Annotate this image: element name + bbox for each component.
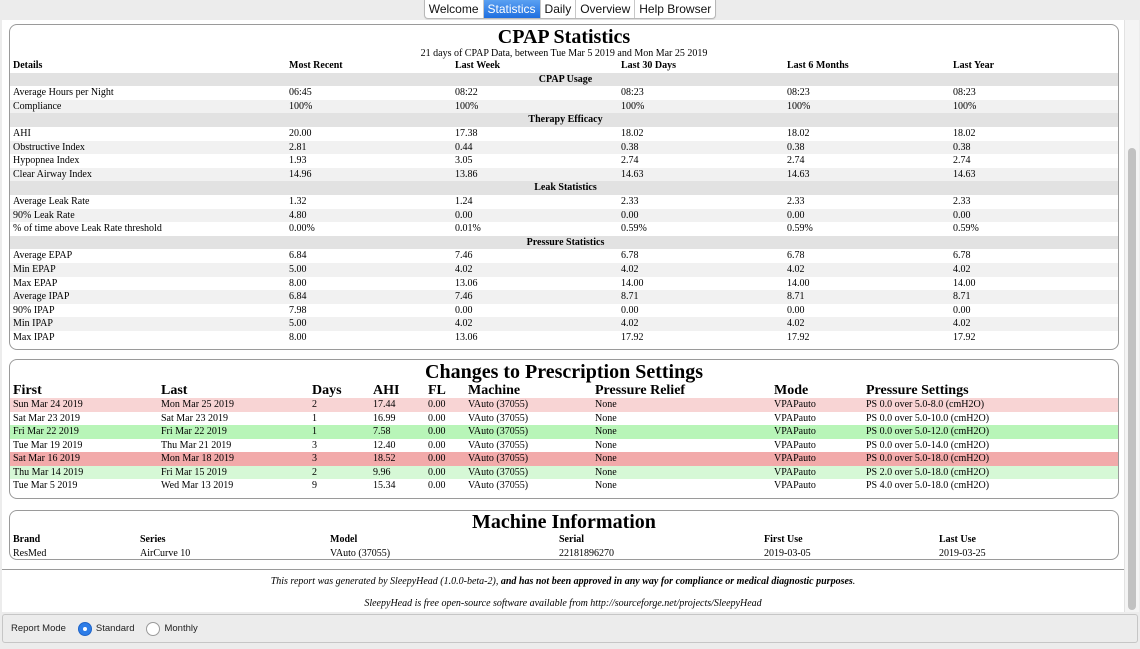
column-header: Days [312,383,342,398]
prescription-cell: 1 [312,412,317,424]
prescription-cell: Tue Mar 5 2019 [13,480,78,491]
prescription-cell: None [595,412,617,424]
column-header: Brand [13,534,41,545]
metric-value: 06:45 [289,87,312,99]
prescription-cell: Sat Mar 16 2019 [10,452,158,466]
tab-welcome[interactable]: Welcome [425,0,484,18]
metric-value: 8.71 [784,290,950,304]
brand-value: ResMed [13,548,47,559]
metric-value: 4.02 [618,263,784,277]
report-software-note: SleepyHead is free open-source software available from http://sourceforge.net/projects/SleepyHead [364,598,762,609]
column-header: Last 30 Days [621,60,677,71]
metric-value: 2.33 [787,195,805,207]
metric-value: 2.74 [787,155,805,167]
table-row [10,249,1118,263]
prescription-cell: Thu Mar 14 2019 [10,466,158,480]
metric-value: 6.78 [953,250,971,262]
metric-value: 8.00 [289,331,307,343]
table-row [10,222,1118,236]
prescription-cell: None [592,425,771,439]
prescription-cell: Fri Mar 22 2019 [10,425,158,439]
metric-value: 08:22 [455,87,478,99]
prescription-cell: 3 [312,439,317,451]
metric-value: 0.59% [621,223,647,235]
prescription-cell: 0.00 [428,439,446,451]
column-header: Last Year [953,60,995,71]
metric-value: 13.06 [455,277,478,289]
prescription-cell: VPAPauto [771,398,863,412]
prescription-cell: Mon Mar 25 2019 [158,398,309,412]
table-header-row [10,533,1118,547]
report-disclaimer [2,576,1124,587]
metric-label: Average IPAP [10,290,286,304]
metric-label: 90% Leak Rate [10,209,286,223]
prescription-cell: 3 [309,452,370,466]
table-row [10,86,1118,100]
metric-value: 4.02 [452,317,618,331]
metric-value: 5.00 [286,263,452,277]
metric-value: 14.00 [787,277,810,289]
metric-value: 4.02 [784,263,950,277]
metric-label: Compliance [10,100,286,114]
machine-information-table [10,533,1118,561]
column-header: Last Use [939,534,976,545]
prescription-cell: PS 0.0 over 5.0-8.0 (cmH2O) [863,398,1118,412]
serial-value: 22181896270 [559,548,614,559]
prescription-cell: None [595,480,617,491]
metric-value: 17.92 [621,331,644,343]
machine-information-section [9,510,1119,560]
prescription-cell: 17.44 [370,398,425,412]
metric-value: 0.38 [784,141,950,155]
metric-value: 13.86 [452,168,618,182]
prescription-cell: 1 [309,425,370,439]
metric-value: 0.00% [289,223,315,235]
column-header: Last Week [455,60,501,71]
machine-information-title: Machine Information [472,511,656,533]
metric-value: 4.02 [618,317,784,331]
metric-label: Min IPAP [10,317,286,331]
table-row [10,154,1118,168]
footer-divider [2,569,1124,570]
prescription-cell: PS 2.0 over 5.0-18.0 (cmH2O) [863,466,1118,480]
table-row [10,547,1118,561]
column-header: AHI [373,383,400,398]
metric-label: Hypopnea Index [13,155,80,167]
report-view [2,20,1124,612]
metric-value: 18.02 [787,127,810,139]
prescription-cell: VAuto (37055) [468,439,529,451]
metric-value: 0.00 [950,209,1118,223]
column-header: Last [161,383,188,398]
prescription-cell: PS 4.0 over 5.0-18.0 (cmH2O) [866,480,990,491]
prescription-cell: PS 0.0 over 5.0-10.0 (cmH2O) [866,412,990,424]
metric-value: 0.00 [621,304,639,316]
last-use-value: 2019-03-25 [939,548,986,559]
table-row [10,209,1118,223]
metric-value: 0.00 [953,304,971,316]
column-header: FL [428,383,446,398]
prescription-cell: VAuto (37055) [468,480,529,491]
prescription-body [10,398,1118,493]
metric-label: % of time above Leak Rate threshold [13,223,162,235]
table-row [10,127,1118,141]
cpap-statistics-table [10,59,1118,344]
metric-value: 08:23 [621,87,644,99]
standard-radio[interactable] [78,622,92,636]
metric-value: 4.02 [950,263,1118,277]
prescription-cell: 9 [312,480,317,491]
metric-value: 4.02 [784,317,950,331]
table-row [10,479,1118,493]
group-header-row [10,181,1118,195]
metric-value: 8.71 [950,290,1118,304]
metric-value: 8.71 [618,290,784,304]
tab-bar [0,0,1140,20]
cpap-statistics-section [9,24,1119,350]
prescription-cell: VAuto (37055) [465,398,592,412]
tab-statistics[interactable]: Statistics [484,0,541,18]
metric-label: Obstructive Index [10,141,286,155]
metric-value: 14.00 [953,277,976,289]
vertical-scrollbar[interactable] [1124,20,1139,612]
metric-value: 0.00 [455,304,473,316]
metric-value: 08:23 [953,87,976,99]
group-header-row [10,236,1118,250]
metric-label: AHI [13,127,31,139]
table-row [10,331,1118,345]
metric-value: 8.00 [289,277,307,289]
metric-value: 4.02 [452,263,618,277]
table-row [10,263,1118,277]
prescription-cell: None [592,452,771,466]
metric-value: 100% [286,100,452,114]
prescription-cell: VAuto (37055) [468,412,529,424]
metric-value: 1.93 [289,155,307,167]
series-value: AirCurve 10 [140,548,191,559]
metric-value: 0.00 [784,209,950,223]
group-header-label: CPAP Usage [10,73,1118,87]
tab-overview[interactable]: Overview [576,0,635,18]
prescription-cell: VPAPauto [771,425,863,439]
standard-radio-label[interactable]: Standard [95,623,135,634]
prescription-cell: 2 [309,466,370,480]
prescription-cell: 0.00 [425,466,465,480]
metric-value: 6.84 [289,250,307,262]
prescription-cell: PS 0.0 over 5.0-14.0 (cmH2O) [866,439,990,451]
metric-value: 14.63 [618,168,784,182]
prescription-cell: 7.58 [370,425,425,439]
metric-value: 0.38 [950,141,1118,155]
prescription-cell: Sat Mar 23 2019 [161,412,228,424]
tab-help-browser[interactable]: Help Browser [639,2,712,16]
metric-value: 0.38 [618,141,784,155]
cpap-statistics-body [10,73,1118,345]
prescription-cell: VPAPauto [771,466,863,480]
table-row [10,304,1118,318]
metric-label: Max IPAP [13,331,55,343]
report-mode-label: Report Mode [11,623,66,634]
prescription-title: Changes to Prescription Settings [425,361,703,383]
metric-value: 100% [950,100,1118,114]
prescription-cell: VPAPauto [774,480,816,491]
metric-value: 6.78 [621,250,639,262]
prescription-cell: None [592,466,771,480]
table-row [10,425,1118,439]
table-row [10,466,1118,480]
column-header: First Use [764,534,803,545]
metric-value: 7.46 [452,290,618,304]
metric-value: 0.59% [787,223,813,235]
prescription-cell: 12.40 [373,439,396,451]
disclaimer-bold-text: and has not been approved in any way for compliance or medical diagnostic purposes [500,576,853,587]
prescription-cell: 0.00 [425,425,465,439]
prescription-cell: 18.52 [370,452,425,466]
column-header: Machine [468,383,521,398]
metric-value: 2.33 [953,195,971,207]
group-header-label: Therapy Efficacy [10,113,1118,127]
column-header: Most Recent [289,60,343,71]
disclaimer-end: . [852,576,856,587]
column-header: First [13,383,42,398]
prescription-cell: Mon Mar 18 2019 [158,452,309,466]
table-header-row [10,59,1118,73]
metric-value: 20.00 [289,127,312,139]
monthly-radio-label[interactable]: Monthly [164,623,198,634]
prescription-cell: 0.00 [428,480,446,491]
metric-label: Average Hours per Night [13,87,114,99]
table-row [10,195,1118,209]
metric-value: 17.92 [787,331,810,343]
prescription-cell: Thu Mar 21 2019 [161,439,232,451]
cpap-statistics-title: CPAP Statistics [497,26,631,48]
prescription-cell: VAuto (37055) [465,466,592,480]
prescription-cell: VPAPauto [774,412,816,424]
prescription-cell: 0.00 [425,398,465,412]
column-header: Pressure Relief [595,383,686,398]
table-row [10,398,1118,412]
column-header: Mode [774,383,809,398]
prescription-cell: PS 0.0 over 5.0-12.0 (cmH2O) [863,425,1118,439]
table-row [10,168,1118,182]
prescription-cell: 15.34 [373,480,396,491]
prescription-section [9,359,1119,499]
cpap-statistics-subtitle: 21 days of CPAP Data, between Tue Mar 5 2019 and Mon Mar 25 2019 [420,48,708,59]
metric-value: 7.46 [455,250,473,262]
metric-value: 18.02 [621,127,644,139]
table-row [10,277,1118,291]
prescription-cell: Wed Mar 13 2019 [161,480,234,491]
tab-strip [424,0,717,19]
prescription-cell: 0.00 [428,412,446,424]
prescription-cell: Fri Mar 22 2019 [158,425,309,439]
metric-value: 7.98 [289,304,307,316]
prescription-cell: 2 [309,398,370,412]
prescription-cell: 9.96 [370,466,425,480]
metric-value: 3.05 [455,155,473,167]
metric-value: 0.01% [455,223,481,235]
group-header-row [10,113,1118,127]
column-header: Series [140,534,166,545]
prescription-cell: 16.99 [373,412,396,424]
metric-label: Average EPAP [13,250,73,262]
report-mode-bar [2,614,1138,643]
metric-value: 6.78 [787,250,805,262]
metric-label: Average Leak Rate [13,195,90,207]
metric-value: 100% [452,100,618,114]
metric-value: 0.00 [452,209,618,223]
monthly-radio[interactable] [146,622,160,636]
metric-label: 90% IPAP [13,304,55,316]
prescription-cell: None [592,398,771,412]
metric-value: 1.32 [289,195,307,207]
column-header: Last 6 Months [787,60,849,71]
metric-value: 4.02 [950,317,1118,331]
metric-value: 14.00 [621,277,644,289]
metric-value: 5.00 [286,317,452,331]
metric-value: 18.02 [953,127,976,139]
prescription-cell: 0.00 [425,452,465,466]
column-header: Serial [559,534,584,545]
metric-value: 13.06 [455,331,478,343]
prescription-cell: PS 0.0 over 5.0-18.0 (cmH2O) [863,452,1118,466]
tab-daily[interactable]: Daily [541,0,577,18]
metric-value: 100% [784,100,950,114]
model-value: VAuto (37055) [330,548,391,559]
column-header: Details [13,60,43,71]
table-row [10,100,1118,114]
metric-value: 08:23 [787,87,810,99]
metric-label: Max EPAP [13,277,58,289]
column-header: Model [330,534,358,545]
table-row [10,290,1118,304]
table-row [10,317,1118,331]
metric-value: 17.92 [953,331,976,343]
prescription-cell: None [595,439,617,451]
prescription-cell: Sun Mar 24 2019 [10,398,158,412]
metric-value: 2.33 [621,195,639,207]
table-row [10,452,1118,466]
prescription-cell: VAuto (37055) [465,425,592,439]
metric-value: 2.74 [953,155,971,167]
metric-value: 0.59% [953,223,979,235]
scrollbar-thumb[interactable] [1128,148,1136,610]
group-header-row [10,73,1118,87]
metric-value: 6.84 [286,290,452,304]
metric-value: 17.38 [455,127,478,139]
table-row [10,439,1118,453]
disclaimer-text: This report was generated by SleepyHead (1.0.0-beta-2), [270,576,501,587]
metric-value: 2.74 [621,155,639,167]
group-header-label: Leak Statistics [10,181,1118,195]
column-header: Pressure Settings [866,383,969,398]
prescription-cell: Sat Mar 23 2019 [13,412,80,424]
metric-value: 0.00 [787,304,805,316]
metric-label: Clear Airway Index [10,168,286,182]
first-use-value: 2019-03-05 [764,548,811,559]
prescription-cell: Tue Mar 19 2019 [13,439,83,451]
metric-value: 4.80 [286,209,452,223]
prescription-cell: VAuto (37055) [465,452,592,466]
prescription-table [10,383,1118,493]
metric-value: 0.00 [618,209,784,223]
metric-value: 1.24 [455,195,473,207]
metric-value: 14.63 [950,168,1118,182]
metric-value: 0.44 [452,141,618,155]
prescription-cell: VPAPauto [774,439,816,451]
metric-value: 100% [618,100,784,114]
metric-value: 2.81 [286,141,452,155]
table-row [10,141,1118,155]
metric-value: 14.96 [286,168,452,182]
table-row [10,412,1118,426]
prescription-cell: VPAPauto [771,452,863,466]
metric-label: Min EPAP [10,263,286,277]
prescription-cell: Fri Mar 15 2019 [158,466,309,480]
group-header-label: Pressure Statistics [10,236,1118,250]
metric-value: 14.63 [784,168,950,182]
table-header-row [10,383,1118,398]
